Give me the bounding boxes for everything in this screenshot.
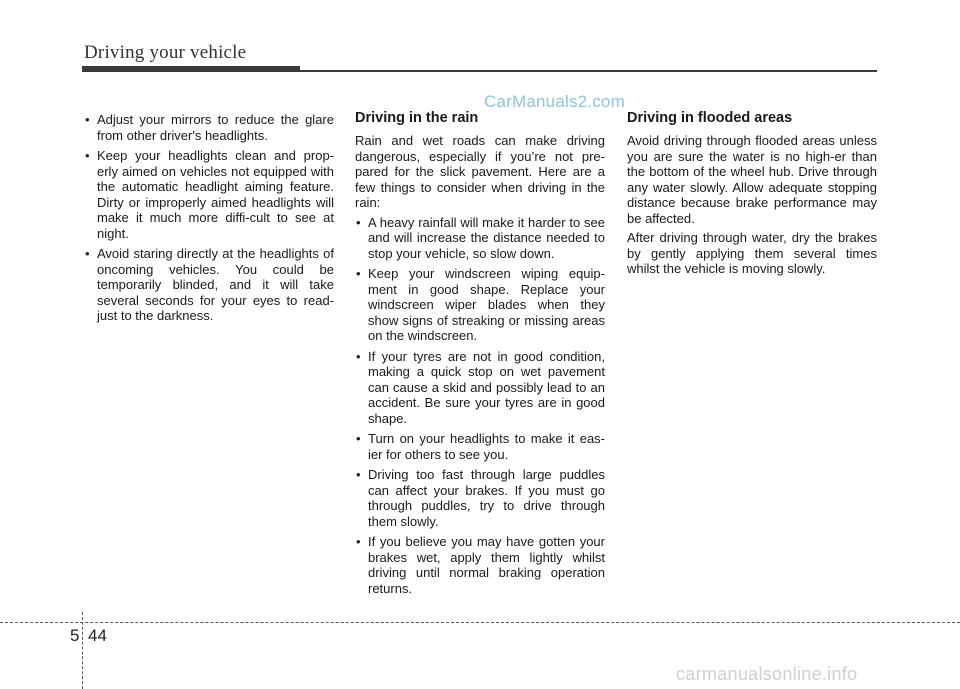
list-item (84, 148, 334, 241)
list-item-text: If your tyres are not in good condition, making a quick stop on wet pavement can cause a skid and possibly lead to an accident. Be sure your tyres are in good shape. (368, 348, 605, 426)
watermark-bottom: carmanualsonline.info (676, 664, 858, 684)
list-item-text: Turn on your headlights to make it eas-ier for others to see you. (368, 431, 605, 462)
bullet-list-glare (84, 112, 334, 324)
column-left (84, 110, 334, 329)
bullet-icon: • (356, 266, 361, 281)
list-item-text: Adjust your mirrors to reduce the glare from other driver's headlights. (97, 112, 334, 143)
list-item (355, 431, 605, 462)
list-item (84, 112, 334, 143)
list-item (355, 467, 605, 529)
watermark-top: CarManuals2.com (484, 92, 625, 111)
flooded-paragraph-1: Avoid driving through flooded areas unless you are sure the water is no high-er than the bottom of the wheel hub. Drive through any water slowly. Allow adequate stopping distance because brake performance may be affected. (627, 133, 877, 226)
bullet-icon: • (356, 431, 361, 446)
section-heading-flooded: Driving in flooded areas (627, 110, 793, 126)
page-section-title: Driving your vehicle (84, 42, 247, 63)
bullet-icon: • (356, 534, 361, 549)
list-item-text: If you believe you may have gotten your brakes wet, apply them lightly whilst driving until normal braking operation returns. (368, 534, 605, 596)
header-rule-thin (300, 70, 877, 72)
footer-divider (82, 612, 83, 689)
list-item (355, 215, 605, 262)
list-item-text: A heavy rainfall will make it harder to see and will increase the distance needed to stop your vehicle, so slow down. (368, 214, 605, 261)
list-item (355, 349, 605, 427)
header-rule-thick (82, 66, 300, 72)
bullet-icon: • (356, 467, 361, 482)
column-right (627, 110, 877, 281)
bullet-icon: • (85, 112, 90, 127)
list-item (84, 246, 334, 324)
list-item-text: Keep your windscreen wiping equip-ment in good shape. Replace your windscreen wiper blades when they show signs of streaking or missing areas on the windscreen. (368, 266, 605, 343)
bullet-list-rain (355, 215, 605, 597)
flooded-paragraph-2: After driving through water, dry the brakes by gently applying them several times whilst the vehicle is moving slowly. (627, 230, 877, 276)
page-number: 44 (88, 626, 107, 645)
bullet-icon: • (356, 214, 361, 230)
bullet-icon: • (85, 148, 90, 163)
list-item (355, 266, 605, 344)
list-item-text: Keep your headlights clean and prop-erly aimed on vehicles not equipped with the automatic headlight aiming feature. Dirty or improperly aimed headlights will make it much more diffi-cult to see at night. (97, 148, 334, 241)
chapter-number: 5 (70, 626, 80, 645)
section-heading-rain: Driving in the rain (355, 110, 479, 126)
list-item (355, 534, 605, 596)
bullet-icon: • (85, 246, 90, 261)
bullet-icon: • (356, 348, 361, 364)
column-middle (355, 110, 605, 601)
list-item-text: Driving too fast through large puddles can affect your brakes. If you must go through puddles, try to drive through them slowly. (368, 467, 605, 529)
list-item-text: Avoid staring directly at the headlights of oncoming vehicles. You could be temporarily blinded, and it will take several seconds for your eyes to read-just to the darkness. (97, 246, 334, 323)
rain-intro-paragraph: Rain and wet roads can make driving dangerous, especially if you’re not pre-pared for the slick pavement. Here are a few things to consider when driving in the rain: (355, 133, 605, 210)
footer-rule (0, 622, 960, 623)
